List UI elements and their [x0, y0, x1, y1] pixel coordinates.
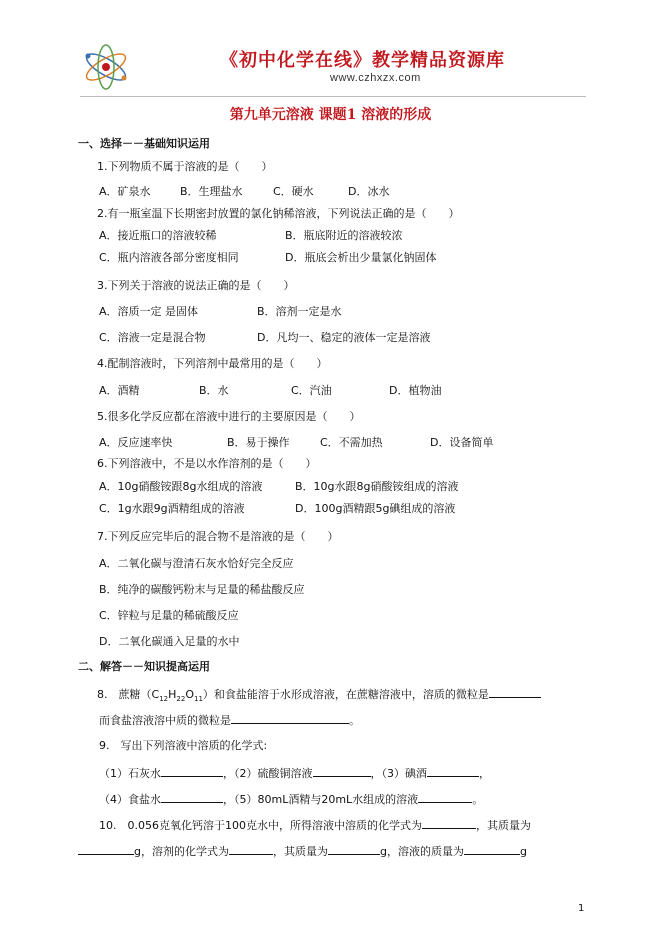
q8-end: 。: [349, 714, 360, 727]
page-number: 1: [578, 903, 585, 914]
q8-line-1: [97, 686, 541, 706]
q10-answer-blank-2[interactable]: [78, 843, 134, 855]
q8-answer-blank-1[interactable]: [489, 686, 541, 698]
q3-option-a: A．溶质一定 是固体: [99, 305, 199, 318]
q8-text-2: ）和食盐能溶于水形成溶液，在蔗糖溶液中，溶质的微粒是: [202, 688, 489, 701]
q9-answer-blank-5[interactable]: [418, 791, 472, 803]
q4-option-a: A．酒精: [99, 384, 140, 397]
page-title: 第九单元溶液 课题1 溶液的形成: [229, 107, 432, 123]
q10-answer-blank-3[interactable]: [229, 843, 273, 855]
q6-option-a: A．10g硝酸铵跟8g水组成的溶液: [99, 480, 263, 493]
q9-item-1: （1）石灰水: [99, 767, 161, 780]
q4-option-b: B．水: [199, 384, 229, 397]
q9-stem: 9. 写出下列溶液中溶质的化学式:: [99, 739, 268, 752]
q6-option-d: D．100g酒精跟5g碘组成的溶液: [295, 502, 456, 515]
q5-option-c: C．不需加热: [320, 436, 383, 449]
q5-option-b: B．易于操作: [227, 436, 290, 449]
q1-option-d: D．冰水: [348, 185, 390, 198]
q8-answer-blank-2[interactable]: [231, 712, 349, 724]
q10-text-1: 10. 0.056克氧化钙溶于100克水中，所得溶液中溶质的化学式为: [99, 819, 422, 832]
q1-stem: 1.下列物质不属于溶液的是（ ）: [97, 160, 273, 173]
q3-option-c: C．溶液一定是混合物: [99, 331, 206, 344]
q9-answer-blank-1[interactable]: [161, 765, 223, 777]
q10-text-3: g，溶剂的化学式为: [134, 845, 229, 858]
q8-elem-o: O: [185, 688, 194, 701]
q10-text-4: ，其质量为: [272, 845, 328, 858]
q8-sub-3: 11: [193, 695, 203, 704]
atom-logo-icon: [80, 42, 132, 92]
q6-stem: 6.下列溶液中，不是以水作溶剂的是（ ）: [97, 457, 317, 470]
q9-answer-blank-2[interactable]: [313, 765, 371, 777]
q9-item-5: ，（5）80mL酒精与20mL水组成的溶液: [223, 793, 419, 806]
q10-line-2: [78, 843, 527, 859]
q10-line-1: [99, 817, 531, 833]
q9-item-4: （4）食盐水: [99, 793, 161, 806]
q9-sep: ，: [479, 767, 490, 780]
q2-option-b: B．瓶底附近的溶液较浓: [285, 229, 403, 242]
q10-text-2: ，其质量为: [475, 819, 531, 832]
q8-text-1: 8. 蔗糖（C: [97, 688, 160, 701]
section-1-heading: 一、选择－－基础知识运用: [78, 137, 210, 150]
q2-option-c: C．瓶内溶液各部分密度相同: [99, 251, 239, 264]
q9-item-3: ，（3）碘酒: [370, 767, 427, 780]
q7-option-a: A．二氧化碳与澄清石灰水恰好完全反应: [99, 557, 294, 570]
q7-option-b: B．纯净的碳酸钙粉末与足量的稀盐酸反应: [99, 583, 305, 596]
q10-answer-blank-1[interactable]: [422, 817, 476, 829]
q3-stem: 3.下列关于溶液的说法正确的是（ ）: [97, 279, 295, 292]
q10-text-5: g，溶液的质量为: [379, 845, 464, 858]
q9-line-2: [99, 791, 483, 807]
q2-option-d: D．瓶底会析出少量氯化钠固体: [285, 251, 437, 264]
page-header: [80, 38, 586, 97]
q6-option-b: B．10g水跟8g硝酸铵组成的溶液: [295, 480, 459, 493]
q2-option-a: A．接近瓶口的溶液较稀: [99, 229, 217, 242]
brand-title: 《初中化学在线》教学精品资源库: [220, 50, 505, 71]
section-2-heading: 二、解答－－知识提高运用: [78, 660, 210, 673]
q10-text-6: g: [519, 845, 527, 858]
q4-stem: 4.配制溶液时，下列溶剂中最常用的是（ ）: [97, 357, 328, 370]
q9-answer-blank-4[interactable]: [161, 791, 223, 803]
q8-text-3: 而食盐溶液溶中质的微粒是: [99, 714, 231, 727]
q5-stem: 5.很多化学反应都在溶液中进行的主要原因是（ ）: [97, 410, 361, 423]
q4-option-d: D．植物油: [389, 384, 442, 397]
site-url[interactable]: www.czhxzx.com: [330, 72, 421, 84]
q3-option-d: D．凡均一、稳定的液体一定是溶液: [257, 331, 431, 344]
q8-sub-2: 22: [176, 695, 186, 704]
q9-line-1: [99, 765, 490, 781]
q9-answer-blank-3[interactable]: [427, 765, 479, 777]
q8-sub-1: 12: [159, 695, 169, 704]
q5-option-a: A．反应速率快: [99, 436, 173, 449]
q1-option-b: B．生理盐水: [180, 185, 243, 198]
q8-elem-h: H: [168, 688, 177, 701]
q3-option-b: B．溶剂一定是水: [257, 305, 342, 318]
q6-option-c: C．1g水跟9g酒精组成的溶液: [99, 502, 245, 515]
q8-line-2: [99, 712, 360, 728]
q7-option-d: D．二氧化碳通入足量的水中: [99, 635, 240, 648]
q10-answer-blank-4[interactable]: [328, 843, 380, 855]
q10-answer-blank-5[interactable]: [464, 843, 520, 855]
q2-stem: 2.有一瓶室温下长期密封放置的氯化钠稀溶液，下列说法正确的是（ ）: [97, 207, 460, 220]
q9-item-2: ，（2）硫酸铜溶液: [223, 767, 313, 780]
q1-option-c: C．硬水: [273, 185, 314, 198]
q9-end: 。: [472, 793, 484, 806]
q7-option-c: C．锌粒与足量的稀硫酸反应: [99, 609, 239, 622]
q4-option-c: C．汽油: [291, 384, 332, 397]
q7-stem: 7.下列反应完毕后的混合物不是溶液的是（ ）: [97, 530, 339, 543]
q1-option-a: A．矿泉水: [99, 185, 151, 198]
q5-option-d: D．设备简单: [430, 436, 494, 449]
